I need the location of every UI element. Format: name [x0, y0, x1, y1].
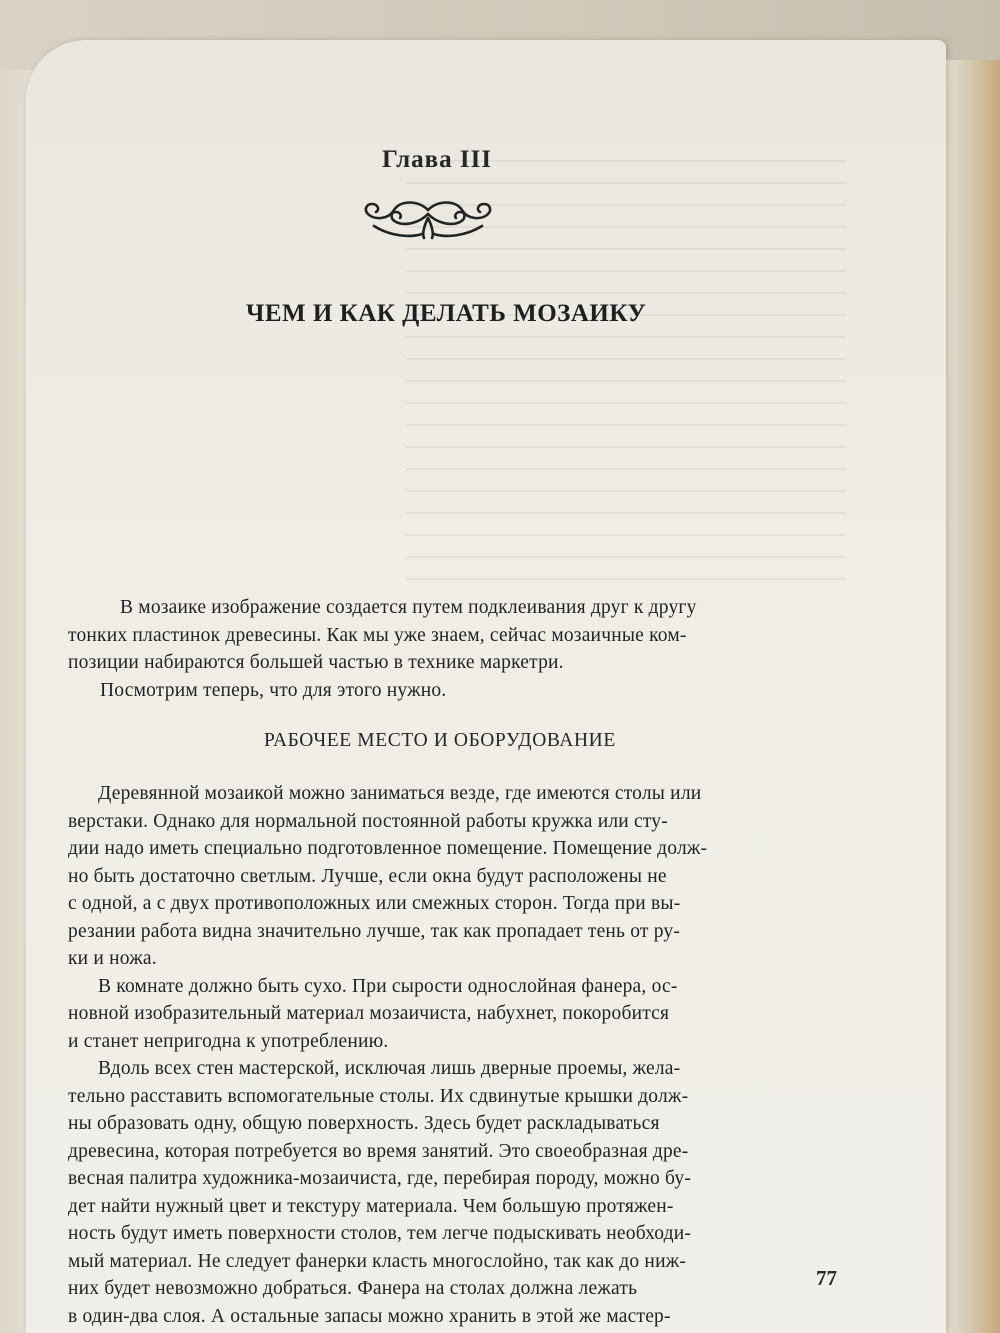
- text-line: древесина, которая потребуется во время занятий. Это своеобразная дре-: [68, 1140, 689, 1162]
- text-line: Вдоль всех стен мастерской, исключая лишь дверные проемы, жела-: [98, 1058, 681, 1079]
- text-line: резании работа видна значительно лучше, так как пропадает тень от ру-: [68, 920, 681, 942]
- text-line: ки и ножа.: [68, 948, 157, 969]
- text-line: но быть достаточно светлым. Лучше, если окна будут расположены не: [68, 865, 667, 887]
- text-line: в один-два слоя. А остальные запасы можно хранить в этой же мастер-: [68, 1305, 671, 1327]
- page-number: 77: [816, 1266, 837, 1290]
- text-line: верстаки. Однако для нормальной постоянной работы кружка или сту-: [68, 810, 668, 832]
- text-line: ны образовать одну, общую поверхность. Здесь будет раскладываться: [68, 1113, 660, 1134]
- text-line: мый материал. Не следует фанерки класть многослойно, так как до ниж-: [68, 1250, 687, 1272]
- text-line: В комнате должно быть сухо. При сырости однослойная фанера, ос-: [98, 975, 678, 997]
- scroll-ornament-icon: [360, 196, 496, 244]
- book-edge: [940, 60, 1000, 1333]
- intro-paragraph: [68, 594, 838, 704]
- chapter-label: Глава III: [382, 146, 493, 173]
- text-line: них будет невозможно добраться. Фанера на столах должна лежать: [68, 1278, 638, 1299]
- text-line: новной изобразительный материал мозаичиста, набухнет, покоробится: [68, 1003, 670, 1024]
- text-line: Деревянной мозаикой можно заниматься везде, где имеются столы или: [98, 783, 702, 804]
- chapter-title: ЧЕМ И КАК ДЕЛАТЬ МОЗАИКУ: [246, 300, 647, 327]
- text-line: весная палитра художника-мозаичиста, где, перебирая породу, можно бу-: [68, 1168, 692, 1189]
- text-line: ность будут иметь поверхности столов, тем легче подыскивать необходи-: [68, 1223, 692, 1244]
- text-line: с одной, а с двух противоположных или смежных сторон. Тогда при вы-: [68, 893, 681, 914]
- body-text: [68, 780, 838, 1330]
- text-line: тонких пластинок древесины. Как мы уже знаем, сейчас мозаичные ком-: [68, 624, 687, 646]
- text-line: В мозаике изображение создается путем подклеивания друг к другу: [120, 597, 697, 618]
- text-line: дии надо иметь специально подготовленное помещение. Помещение долж-: [68, 838, 708, 859]
- text-line: тельно расставить вспомогательные столы. Их сдвинутые крышки долж-: [68, 1085, 689, 1107]
- text-line: дет найти нужный цвет и текстуру материала. Чем большую протяжен-: [68, 1195, 674, 1217]
- text-line: позиции набираются большей частью в технике маркетри.: [68, 652, 564, 673]
- text-line: Посмотрим теперь, что для этого нужно.: [100, 679, 447, 701]
- text-line: и станет непригодна к употреблению.: [68, 1030, 389, 1052]
- section-heading: РАБОЧЕЕ МЕСТО И ОБОРУДОВАНИЕ: [264, 730, 616, 751]
